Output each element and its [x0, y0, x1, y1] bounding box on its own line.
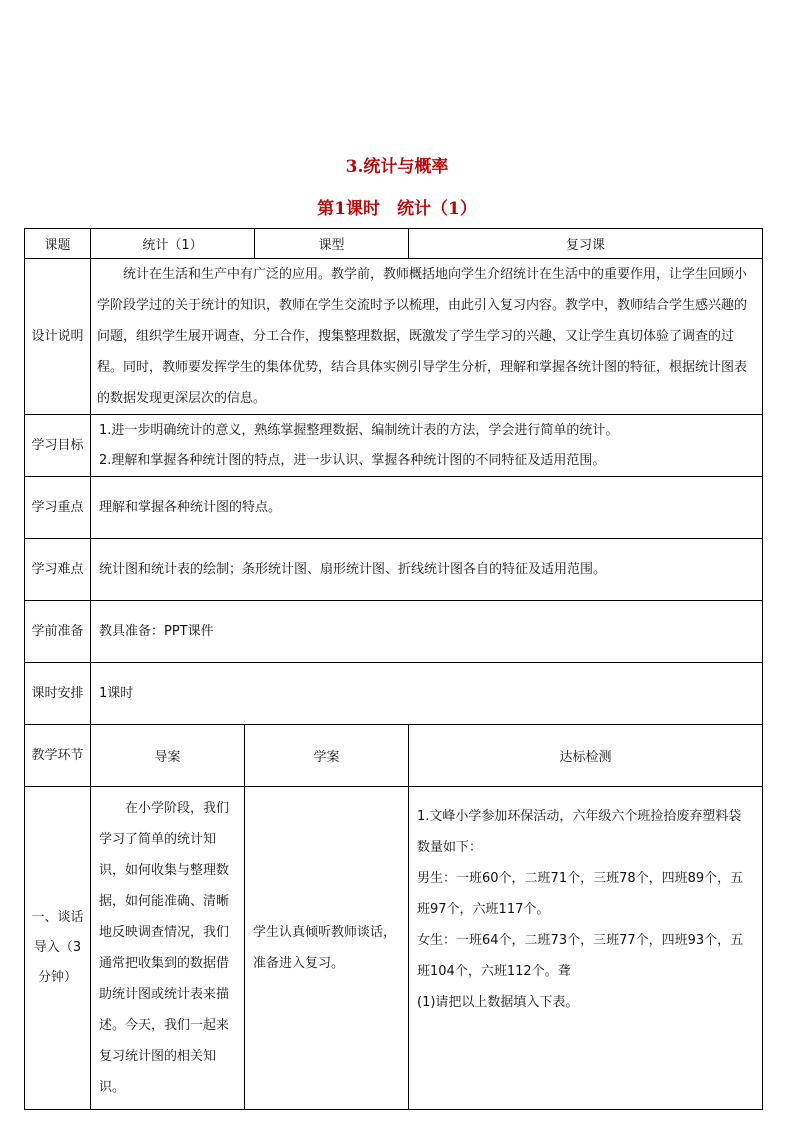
prep-text: 教具准备：PPT课件 — [91, 601, 763, 663]
chapter-title: 3.统计与概率 — [345, 157, 449, 177]
intro-label: 一、谈话导入（3分钟） — [25, 787, 91, 1110]
difficulty-text: 统计图和统计表的绘制；条形统计图、扇形统计图、折线统计图各自的特征及适用范围。 — [91, 539, 763, 601]
design-label: 设计说明 — [25, 259, 91, 415]
header-row — [25, 229, 763, 259]
design-text: 统计在生活和生产中有广泛的应用。教学前，教师概括地向学生介绍统计在生活中的重要作用，让学生回顾小学阶段学过的关于统计的知识，教师在学生交流时予以梳理，由此引入复习内容。教学中，教师结合学生感兴趣的问题，组织学生展开调查，分工合作，搜集整理数据，既激发了学生学习的兴趣，又让学生真切体验了调查的过程。同时，教师要发挥学生的集体优势，结合具体实例引导学生分析，理解和掌握各统计图的特征，根据统计图表的数据发现更深层次的信息。 — [91, 259, 763, 415]
schedule-label: 课时安排 — [25, 663, 91, 725]
goals-label: 学习目标 — [25, 415, 91, 477]
key-text: 理解和掌握各种统计图的特点。 — [91, 477, 763, 539]
type-label: 课型 — [255, 229, 409, 259]
goal-line-2: 2.理解和掌握各种统计图的特点，进一步认识、掌握各种统计图的不同特征及适用范围。 — [99, 452, 606, 468]
goal-line-1: 1.进一步明确统计的意义，熟练掌握整理数据、编制统计表的方法，学会进行简单的统计。 — [99, 422, 619, 438]
difficulty-label: 学习难点 — [25, 539, 91, 601]
check-girls-line — [417, 925, 754, 987]
intro-row — [25, 787, 763, 1110]
intro-check — [409, 787, 763, 1110]
study-header: 学案 — [245, 725, 409, 787]
lesson-title: 第1课时 统计（1） — [317, 199, 477, 219]
guide-header: 导案 — [91, 725, 245, 787]
check-task: (1)请把以上数据填入下表。 — [417, 995, 579, 1010]
topic-label: 课题 — [25, 229, 91, 259]
lesson-plan-table — [24, 228, 763, 1110]
prep-label: 学前准备 — [25, 601, 91, 663]
intro-guide: 在小学阶段，我们学习了简单的统计知识，如何收集与整理数据，如何能准确、清晰地反映调查情况，我们通常把收集到的数据借助统计图或统计表来描述。今天，我们一起来复习统计图的相关知识。 — [91, 787, 245, 1110]
design-row — [25, 259, 763, 415]
check-boys: 男生：一班60个，二班71个，三班78个，四班89个，五班97个，六班117个。 — [417, 871, 744, 917]
check-girls-mark: 聋 — [557, 964, 571, 979]
schedule-row — [25, 663, 763, 725]
check-girls: 女生：一班64个，二班73个，三班77个，四班93个，五班104个，六班112个。 — [417, 933, 744, 979]
check-question: 1.文峰小学参加环保活动，六年级六个班捡拾废弃塑料袋数量如下： — [417, 809, 742, 855]
schedule-text: 1课时 — [91, 663, 763, 725]
prep-row — [25, 601, 763, 663]
intro-study: 学生认真倾听教师谈话，准备进入复习。 — [245, 787, 409, 1110]
goals-row — [25, 415, 763, 477]
goals-cell — [91, 415, 763, 477]
difficulty-row — [25, 539, 763, 601]
key-row — [25, 477, 763, 539]
key-label: 学习重点 — [25, 477, 91, 539]
check-header: 达标检测 — [409, 725, 763, 787]
stage-header-row — [25, 725, 763, 787]
topic-value: 统计（1） — [91, 229, 255, 259]
stage-header-label: 教学环节 — [25, 725, 91, 787]
type-value: 复习课 — [409, 229, 763, 259]
